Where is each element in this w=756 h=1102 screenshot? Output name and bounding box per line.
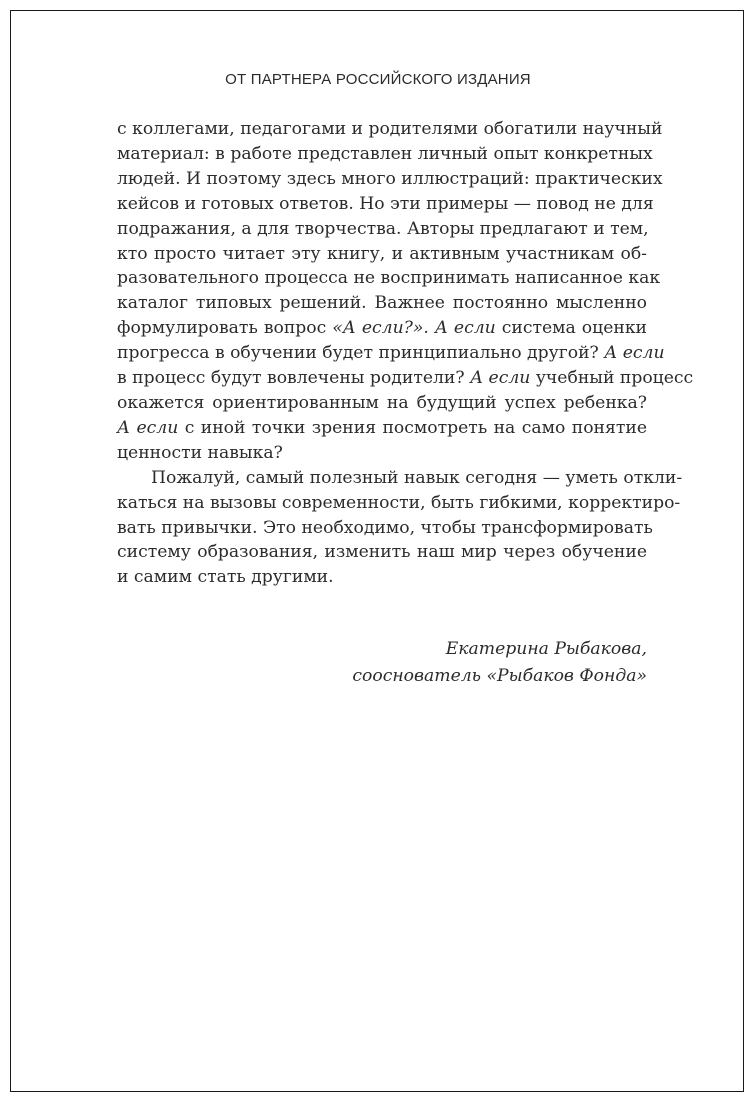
signature-role: сооснователь «Рыбаков Фонда» [352, 666, 647, 686]
text-line: кто просто читает эту книгу, и активным участникам об- [117, 243, 647, 264]
text-line: Пожалуй, самый полезный навык сегодня — уметь откли- [151, 467, 683, 488]
text-run: учебный процесс [530, 368, 694, 389]
signature-block [117, 636, 647, 690]
text-line [117, 366, 694, 391]
text-run: в процесс будут вовлечены родители? [117, 368, 471, 389]
text-line: каться на вызовы современности, быть гибкими, корректиро- [117, 492, 681, 513]
text-line: и самим стать другими. [117, 567, 334, 588]
text-line: кейсов и готовых ответов. Но эти примеры — повод не для [117, 193, 654, 214]
text-line: материал: в работе представлен личный опыт конкретных [117, 143, 653, 164]
text-line: вать привычки. Это необходимо, чтобы трансформировать [117, 517, 653, 538]
paragraph-2 [117, 466, 683, 591]
italic-phrase: А если [470, 368, 531, 389]
body-text [117, 117, 694, 590]
text-line: с коллегами, педагогами и родителями обогатили научный [117, 119, 663, 139]
signature-name: Екатерина Рыбакова, [445, 639, 647, 659]
text-line: подражания, а для творчества. Авторы предлагают и тем, [117, 218, 649, 239]
italic-phrase: «А если?». [332, 318, 429, 339]
text-line: разовательного процесса не воспринимать написанное как [117, 268, 661, 289]
text-run: система оценки [495, 318, 648, 339]
italic-phrase: А если [117, 417, 179, 438]
text-line: ценности навыка? [117, 442, 283, 463]
running-header: ОТ ПАРТНЕРА РОССИЙСКОГО ИЗДАНИЯ [225, 71, 531, 88]
text-line [117, 316, 647, 341]
paragraph-1 [117, 117, 694, 466]
text-line [117, 341, 665, 366]
text-line [117, 416, 647, 441]
text-run: формулировать вопрос [117, 318, 333, 339]
text-line: людей. И поэтому здесь много иллюстраций: практических [117, 168, 663, 189]
text-run: прогресса в обучении будет принципиально другой? [117, 343, 605, 364]
text-run: с иной точки зрения посмотреть на само понятие [178, 417, 647, 438]
italic-phrase: А если [434, 318, 496, 339]
text-line: каталог типовых решений. Важнее постоянно мысленно [117, 293, 647, 314]
italic-phrase: А если [604, 343, 665, 364]
text-line: окажется ориентированным на будущий успех ребенка? [117, 392, 647, 413]
text-line: систему образования, изменить наш мир через обучение [117, 542, 647, 563]
book-page [10, 10, 744, 1092]
